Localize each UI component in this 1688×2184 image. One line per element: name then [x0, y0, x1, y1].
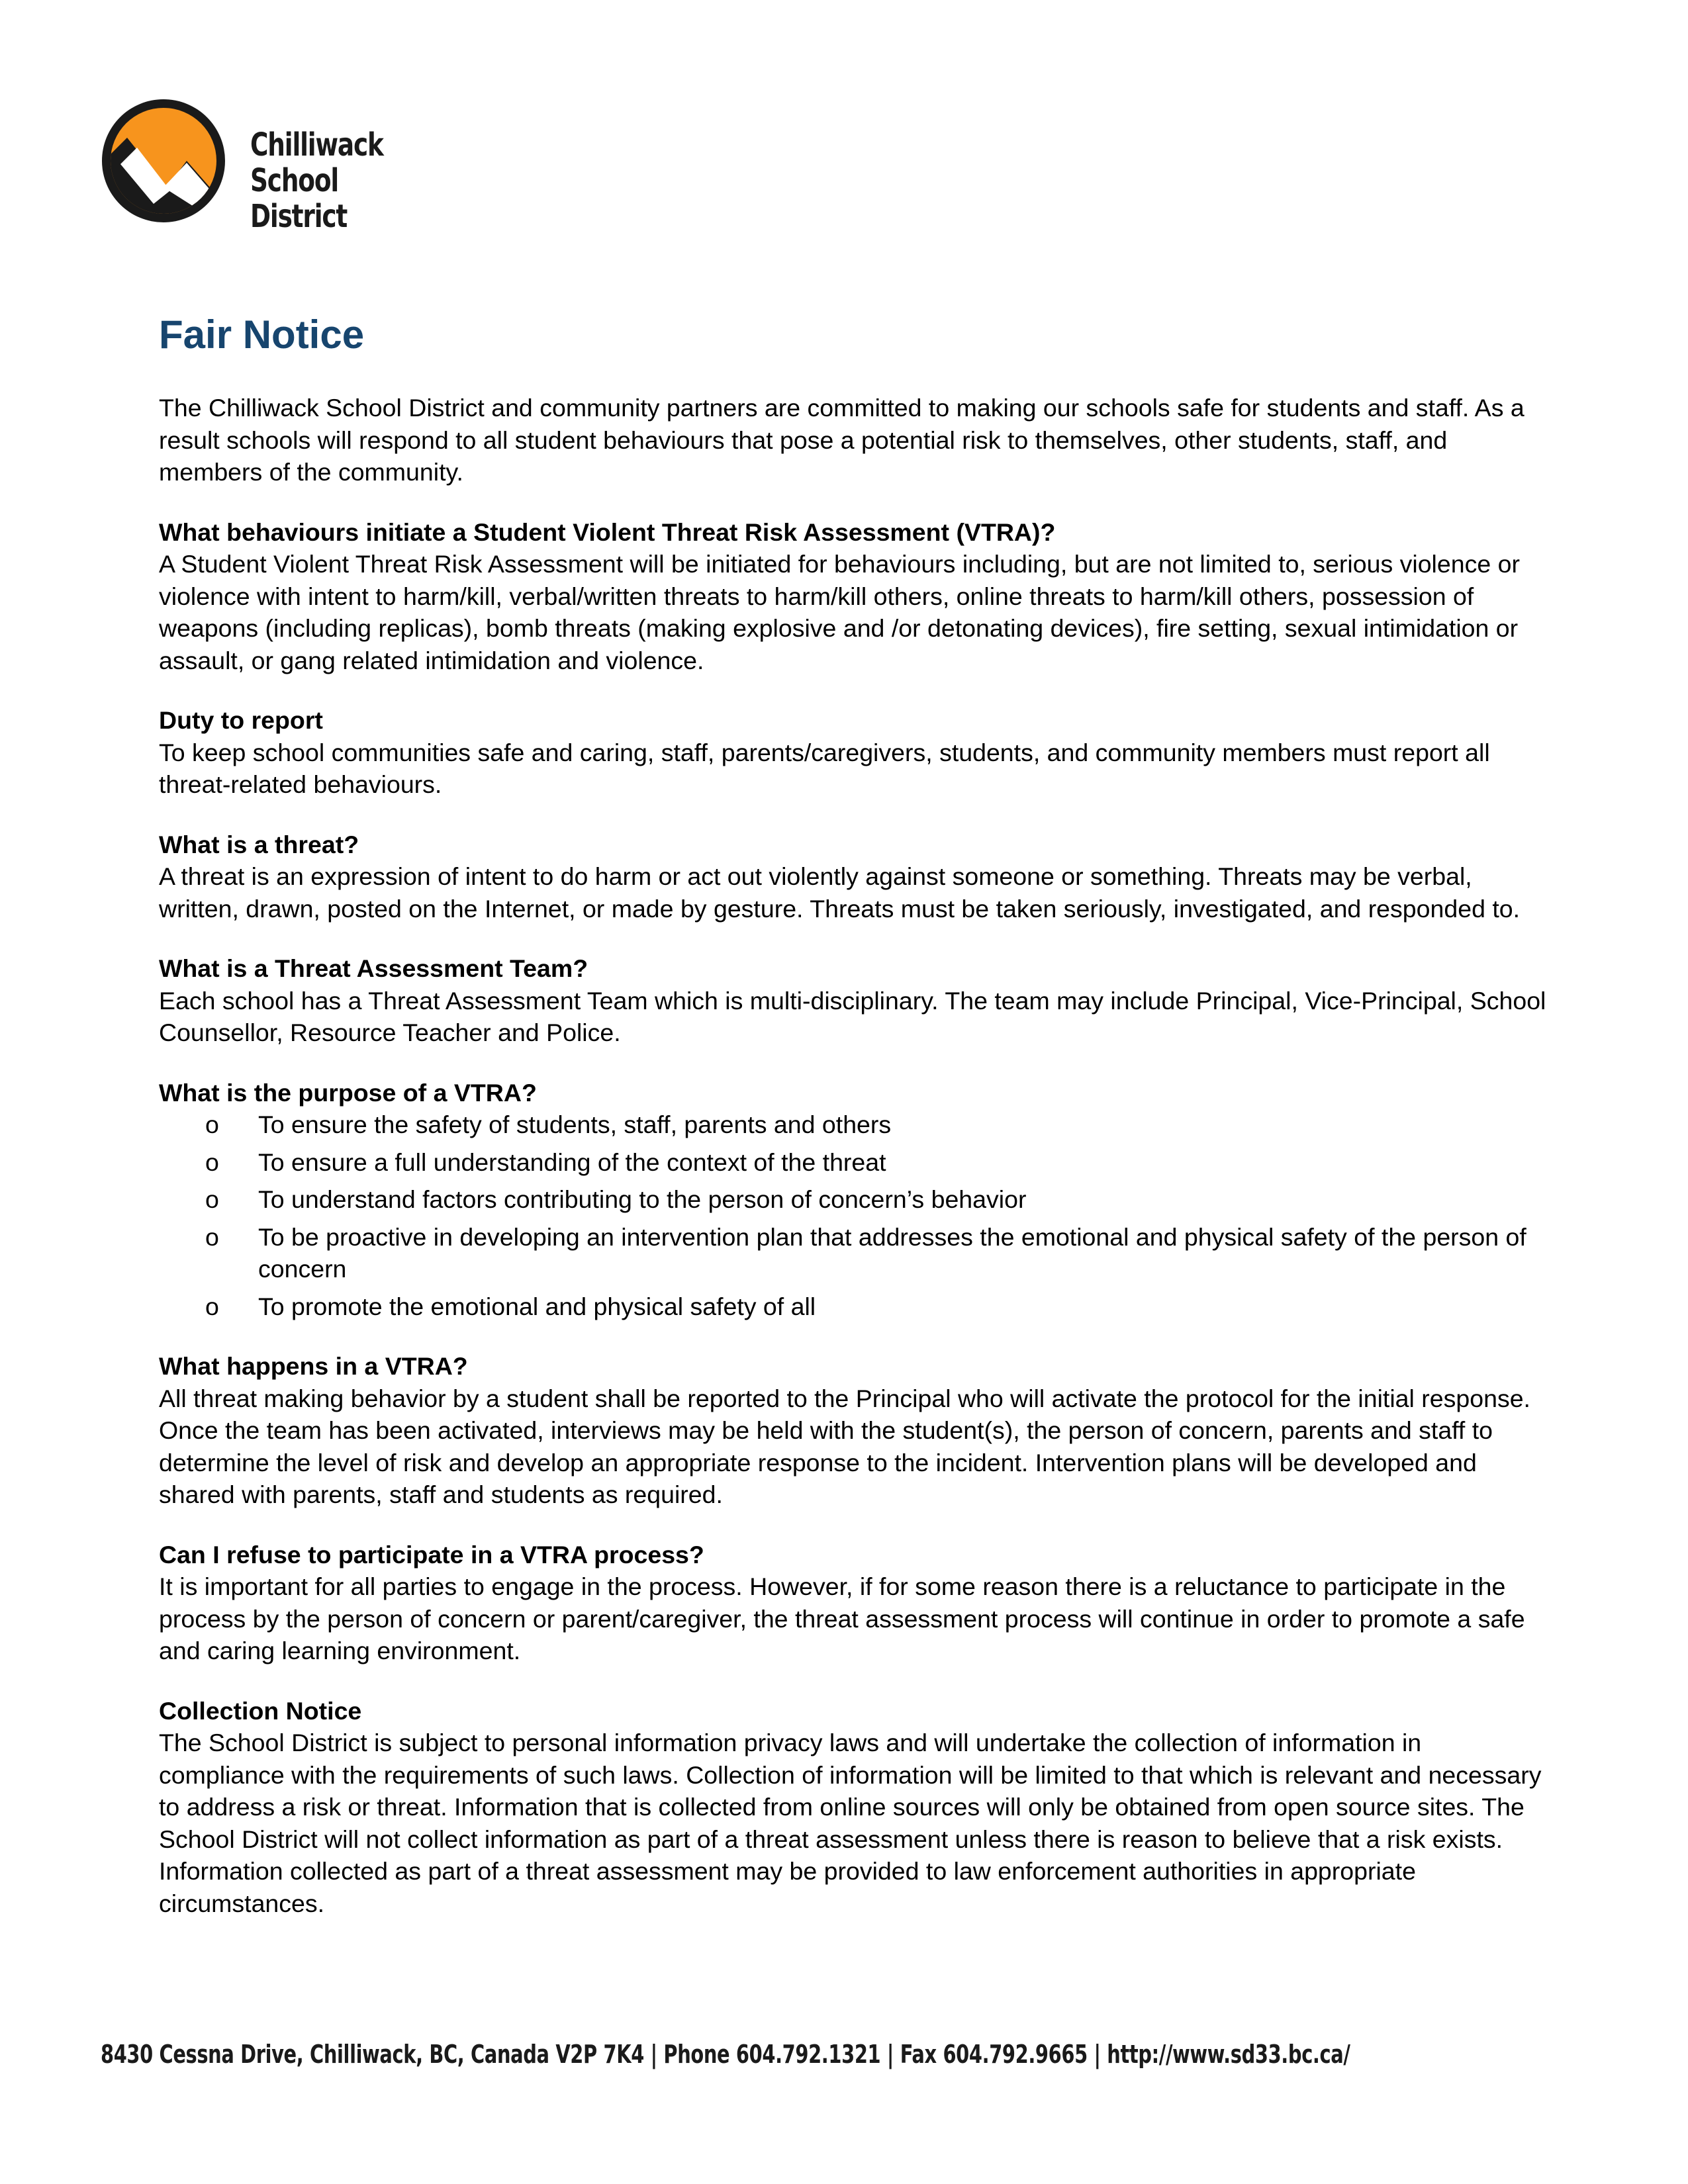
section-body: It is important for all parties to engage in the process. However, if for some reason there is a reluctance to participate in the process by the person of concern or parent/caregiver, the threat assessment process will continue in order to promote a safe and caring learning environment.	[159, 1572, 1525, 1664]
intro-paragraph: The Chilliwack School District and community partners are committed to making our schools safe for students and staff. As a result schools will respond to all student behaviours that pose a potential risk to themselves, other students, staff, and members of the community.	[159, 394, 1524, 486]
list-item: o To understand factors contributing to the person of concern’s behavior	[159, 1183, 1549, 1216]
section-body: A threat is an expression of intent to do harm or act out violently against someone or something. Threats may be verbal, written, drawn, posted on the Internet, or made by gesture. Threats must be taken seriously, investigated, and responded to.	[159, 862, 1521, 923]
section-heading: What is a threat?	[159, 830, 359, 858]
footer-contact: 8430 Cessna Drive, Chilliwack, BC, Canada V2P 7K4 | Phone 604.792.1321 | Fax 604.792.9665 | http://www.sd33.bc.ca/	[101, 2040, 1350, 2069]
page-title: Fair Notice	[159, 312, 365, 357]
bullet-icon: o	[205, 1111, 219, 1138]
section-initiate	[159, 516, 1549, 677]
list-item: o To be proactive in developing an intervention plan that addresses the emotional and physical safety of the person of concern	[159, 1221, 1549, 1285]
list-item: o To ensure the safety of students, staff, parents and others	[159, 1109, 1549, 1141]
bullet-icon: o	[205, 1148, 219, 1176]
section-happens	[159, 1350, 1549, 1511]
purpose-list	[159, 1109, 1549, 1322]
section-body: Each school has a Threat Assessment Team which is multi-disciplinary. The team may include Principal, Vice-Principal, School Counsellor, Resource Teacher and Police.	[159, 986, 1546, 1046]
section-refuse	[159, 1539, 1549, 1667]
bullet-icon: o	[205, 1292, 219, 1320]
section-body: To keep school communities safe and caring, staff, parents/caregivers, students, and community members must report all threat-related behaviours.	[159, 738, 1490, 798]
list-item: o To ensure a full understanding of the context of the threat	[159, 1146, 1549, 1179]
section-body: A Student Violent Threat Risk Assessment will be initiated for behaviours including, but are not limited to, serious violence or violence with intent to harm/kill, verbal/written threats to harm/kill others, online threats to harm/kill others, possession of weapons (including replicas), bomb threats (making explosive and /or detonating devices), fire setting, sexual intimidation or assault, or gang related intimidation and violence.	[159, 550, 1520, 674]
section-collection	[159, 1695, 1549, 1920]
bullet-icon: o	[205, 1185, 219, 1213]
district-logo	[101, 98, 465, 235]
bullet-icon: o	[205, 1222, 219, 1251]
section-heading: What happens in a VTRA?	[159, 1352, 468, 1380]
list-item: o To promote the emotional and physical safety of all	[159, 1291, 1549, 1323]
section-heading: Can I refuse to participate in a VTRA process?	[159, 1540, 704, 1569]
section-heading: What behaviours initiate a Student Violent Threat Risk Assessment (VTRA)?	[159, 518, 1056, 546]
section-purpose	[159, 1077, 1549, 1109]
section-body: All threat making behavior by a student shall be reported to the Principal who will activate the protocol for the initial response. Once the team has been activated, interviews may be held with the student(s), the person of concern, parents and staff to determine the level of risk and develop an appropriate response to the incident. Intervention plans will be developed and shared with parents, staff and students as required.	[159, 1384, 1530, 1508]
district-name	[250, 127, 418, 234]
section-team	[159, 952, 1549, 1049]
section-heading: What is a Threat Assessment Team?	[159, 954, 588, 982]
district-name-line2: School District	[250, 162, 348, 235]
section-heading: Duty to report	[159, 706, 323, 734]
chilliwack-mountain-logo-icon	[101, 98, 226, 224]
document-body	[159, 311, 1549, 1947]
district-name-line1: Chilliwack	[250, 126, 383, 163]
section-duty	[159, 704, 1549, 801]
section-threat	[159, 829, 1549, 925]
section-heading: Collection Notice	[159, 1696, 362, 1725]
section-heading: What is the purpose of a VTRA?	[159, 1078, 537, 1107]
section-body: The School District is subject to personal information privacy laws and will undertake the collection of information in compliance with the requirements of such laws. Collection of information will be limited to that which is relevant and necessary to address a risk or threat. Information that is collected from online sources will only be obtained from open source sites. The School District will not collect information as part of a threat assessment unless there is reason to believe that a risk exists. Information collected as part of a threat assessment may be provided to law enforcement authorities in appropriate circumstances.	[159, 1729, 1542, 1917]
